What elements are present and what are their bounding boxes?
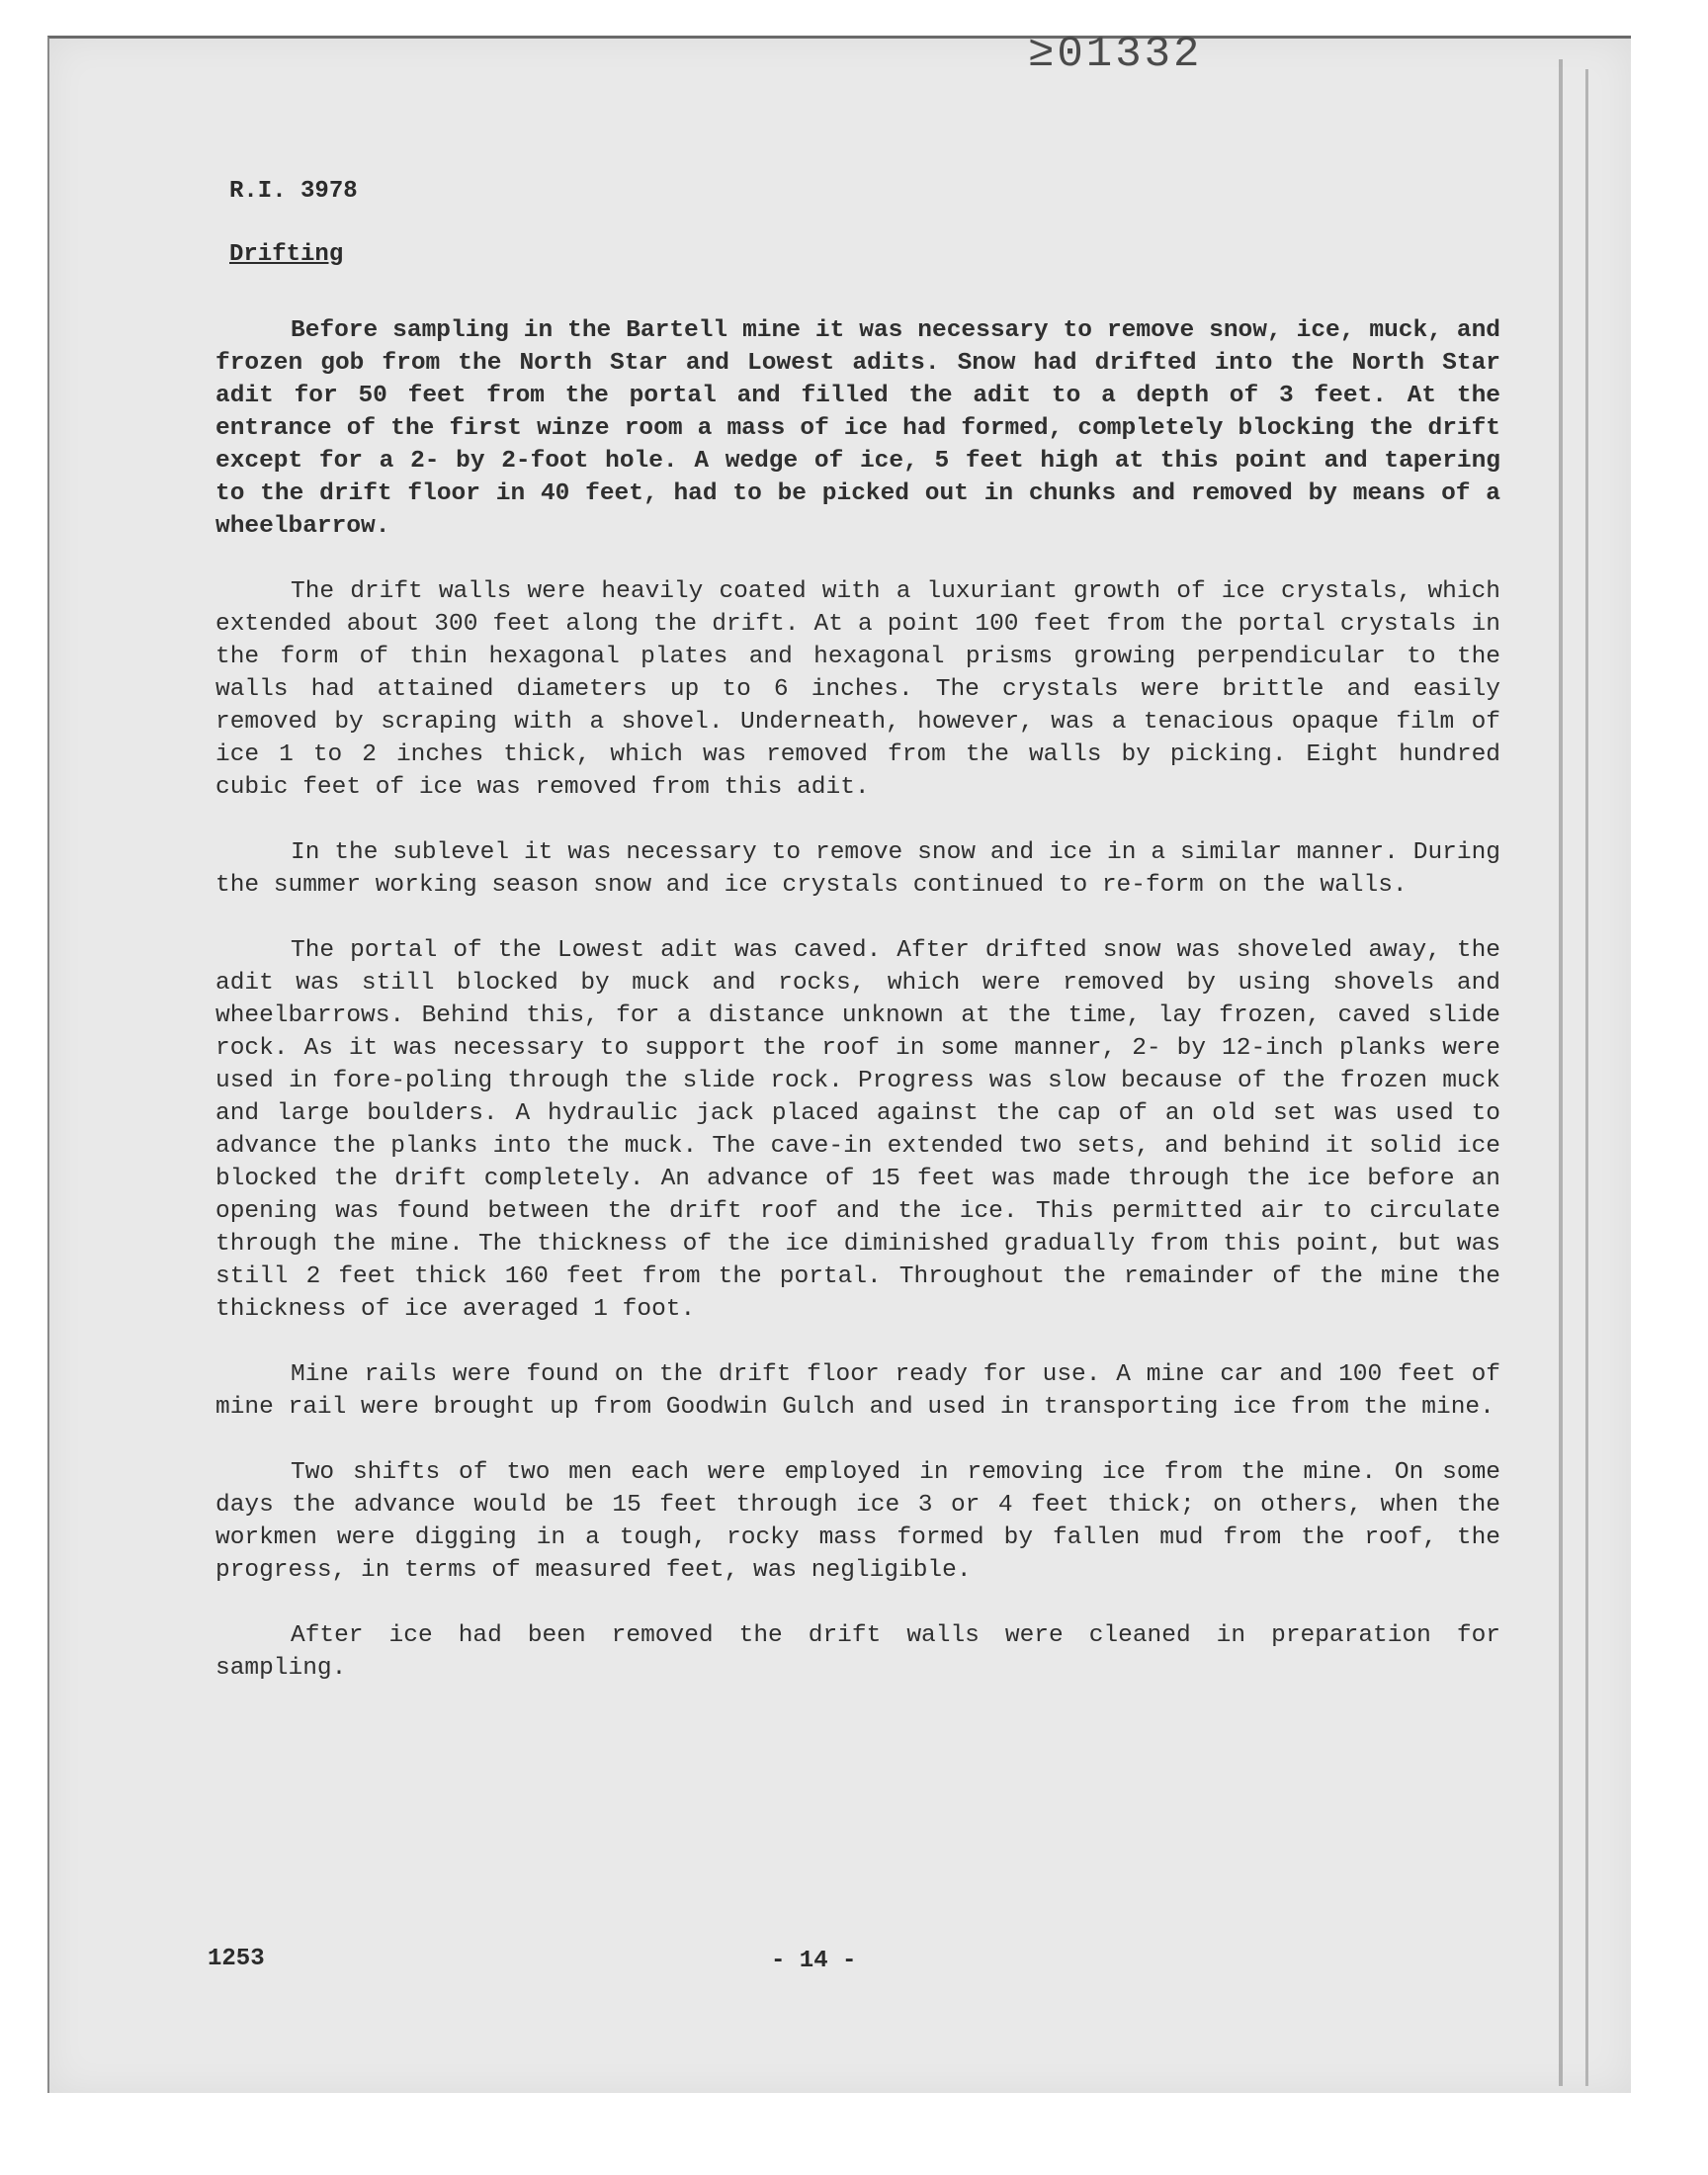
document-number-stamp: ≥01332 xyxy=(1028,30,1203,79)
page-edge-line xyxy=(1559,59,1563,2086)
section-heading: Drifting xyxy=(229,241,344,268)
page-edge-line xyxy=(1585,69,1588,2086)
paragraph: Two shifts of two men each were employed in removing ice from the mine. On some days the advance would be 15 feet through ice 3 or 4 feet thick; on others, when the workmen were digging in a tough, rocky mass formed by fallen mud from the roof, the progress, in terms of measured feet, was negligible. xyxy=(215,1459,1500,1584)
body-text xyxy=(215,314,1500,1717)
paragraph: The drift walls were heavily coated with a luxuriant growth of ice crystals, which extended about 300 feet along the drift. At a point 100 feet from the portal crystals in the form of thin hexagonal plates and hexagonal prisms growing perpendicular to the walls had attained diameters up to 6 inches. The crystals were brittle and easily removed by scraping with a shovel. Underneath, however, was a tenacious opaque film of ice 1 to 2 inches thick, which was removed from the walls by picking. Eight hundred cubic feet of ice was removed from this adit. xyxy=(215,578,1500,801)
report-id: R.I. 3978 xyxy=(229,178,358,205)
paragraph: The portal of the Lowest adit was caved. After drifted snow was shoveled away, the adit was still blocked by muck and rocks, which were removed by using shovels and wheelbarrows. Behind this, for a distance unknown at the time, lay frozen, caved slide rock. As it was necessary to support the roof in some manner, 2- by 12-inch planks were used in fore-poling through the slide rock. Progress was slow because of the frozen muck and large boulders. A hydraulic jack placed against the cap of an old set was used to advance the planks into the muck. The cave-in extended two sets, and behind it solid ice blocked the drift completely. An advance of 15 feet was made through the ice before an opening was found between the drift roof and the ice. This permitted air to circulate through the mine. The thickness of the ice diminished gradually from this point, but was still 2 feet thick 160 feet from the portal. Throughout the remainder of the mine the thickness of ice averaged 1 foot. xyxy=(215,937,1500,1323)
paragraph: Mine rails were found on the drift floor ready for use. A mine car and 100 feet of mine rail were brought up from Goodwin Gulch and used in transporting ice from the mine. xyxy=(215,1361,1500,1421)
paragraph: After ice had been removed the drift walls were cleaned in preparation for sampling. xyxy=(215,1622,1500,1682)
footer-code: 1253 xyxy=(208,1946,265,1972)
page-number: - 14 - xyxy=(771,1948,857,1974)
paragraph: Before sampling in the Bartell mine it was necessary to remove snow, ice, muck, and frozen gob from the North Star and Lowest adits. Snow had drifted into the North Star adit for 50 feet from the portal and filled the adit to a depth of 3 feet. At the entrance of the first winze room a mass of ice had formed, completely blocking the drift except for a 2- by 2-foot hole. A wedge of ice, 5 feet high at this point and tapering to the drift floor in 40 feet, had to be picked out in chunks and removed by means of a wheelbarrow. xyxy=(215,317,1500,540)
paragraph: In the sublevel it was necessary to remove snow and ice in a similar manner. During the summer working season snow and ice crystals continued to re-form on the walls. xyxy=(215,839,1500,899)
